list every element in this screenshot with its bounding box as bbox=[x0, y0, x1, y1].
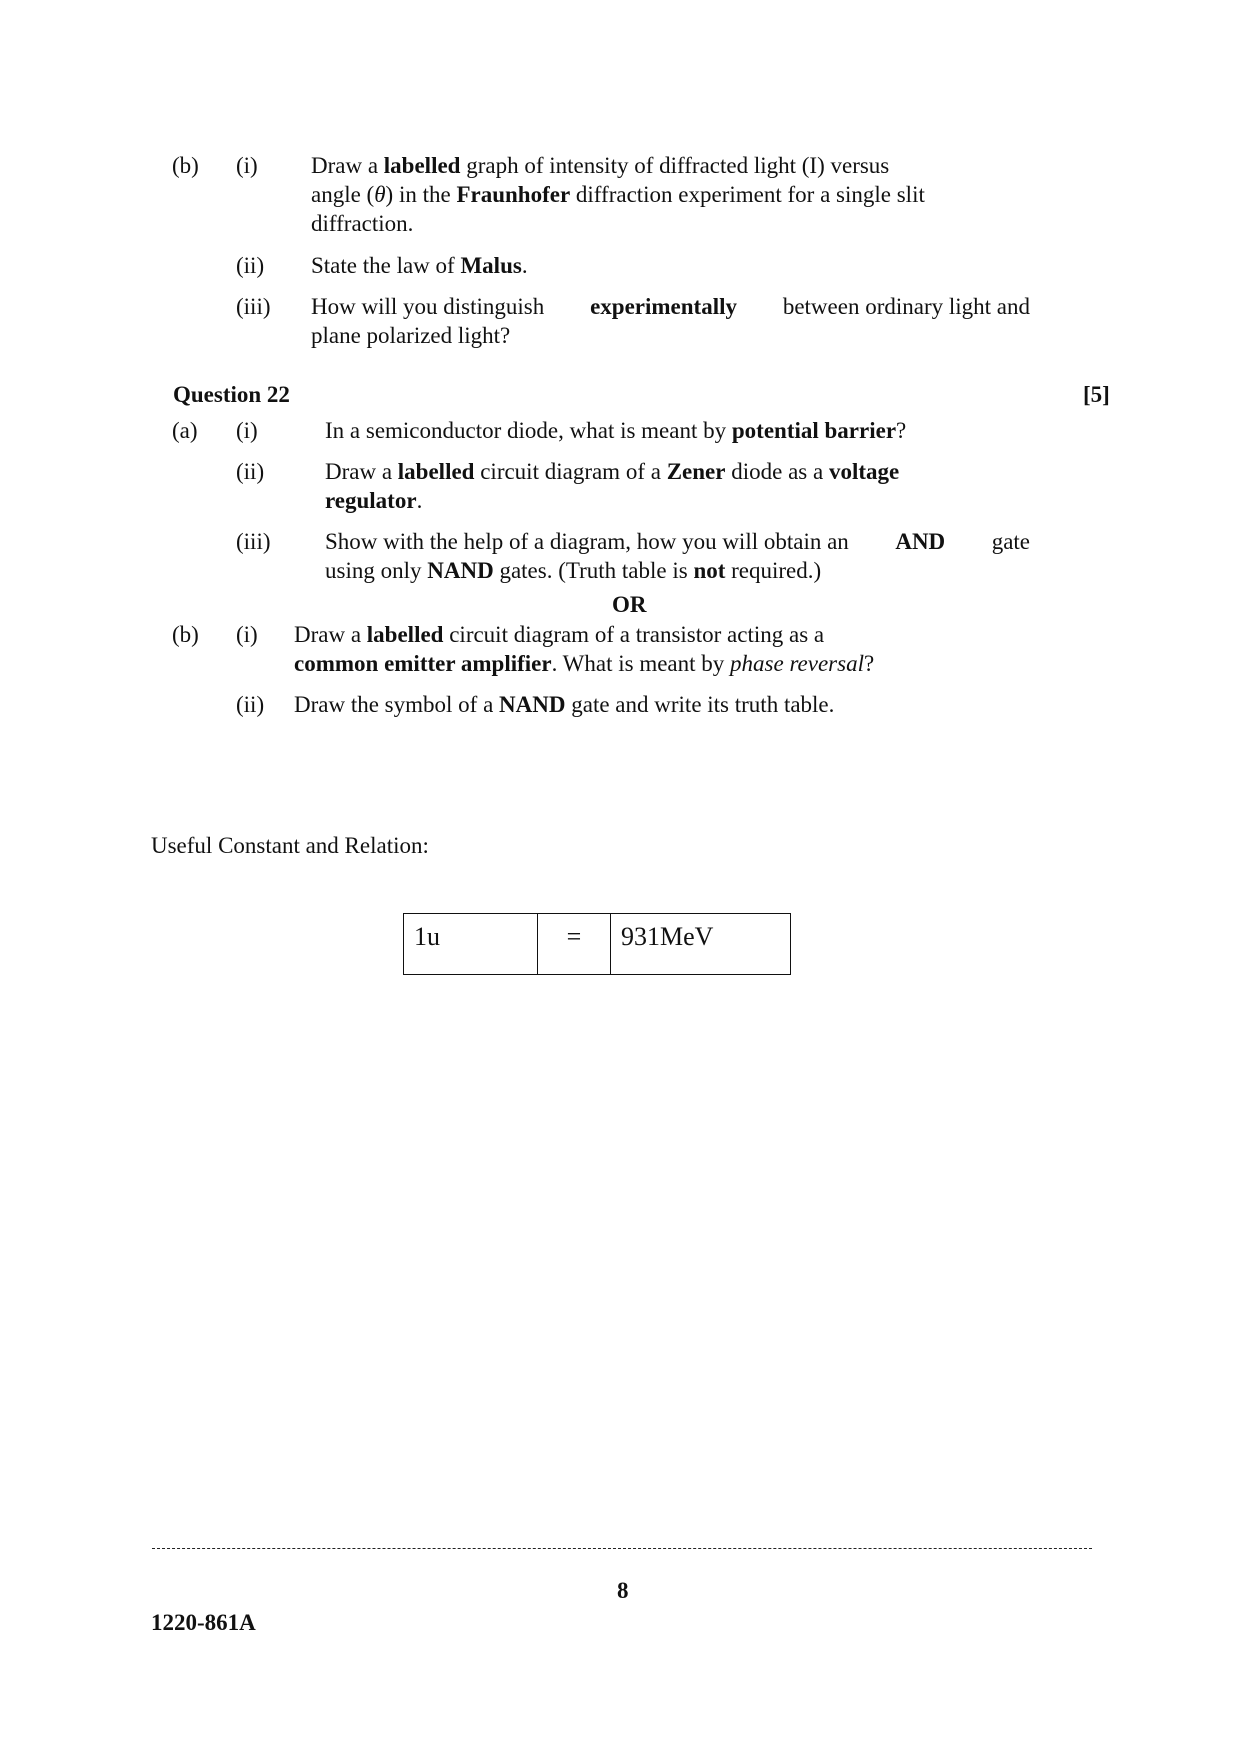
theta-symbol: θ bbox=[374, 182, 386, 207]
footer-divider bbox=[152, 1548, 1092, 1549]
question-title: Question 22 bbox=[173, 382, 290, 407]
question-text: Draw a labelled graph of intensity of diffracted light (I) versus bbox=[311, 153, 890, 178]
paper-code: 1220-861A bbox=[151, 1610, 256, 1635]
table-cell: 1u bbox=[404, 914, 538, 975]
question-text: regulator. bbox=[325, 488, 423, 513]
constants-heading: Useful Constant and Relation: bbox=[151, 833, 429, 858]
question-text: diffraction. bbox=[311, 211, 414, 236]
question-text: Show with the help of a diagram, how you will obtain an AND gate bbox=[325, 529, 1030, 554]
question-text: plane polarized light? bbox=[311, 323, 511, 348]
question-text: using only NAND gates. (Truth table is not required.) bbox=[325, 558, 822, 583]
part-label-b: (b) bbox=[172, 622, 199, 647]
table-cell: 931MeV bbox=[611, 914, 791, 975]
item-num: (iii) bbox=[236, 529, 271, 554]
item-num: (i) bbox=[236, 418, 258, 443]
constants-table bbox=[403, 913, 791, 975]
item-num: (ii) bbox=[236, 253, 265, 278]
part-label-b-prev: (b) bbox=[172, 153, 199, 178]
question-text: Draw the symbol of a NAND gate and write its truth table. bbox=[294, 692, 835, 717]
question-text: Draw a labelled circuit diagram of a transistor acting as a bbox=[294, 622, 825, 647]
page-number: 8 bbox=[617, 1578, 629, 1603]
question-text: angle (θ) in the Fraunhofer diffraction experiment for a single slit bbox=[311, 182, 925, 207]
part-label-a: (a) bbox=[172, 418, 198, 443]
item-num: (iii) bbox=[236, 294, 271, 319]
table-row bbox=[404, 914, 791, 975]
item-num: (i) bbox=[236, 622, 258, 647]
item-num: (ii) bbox=[236, 459, 265, 484]
question-text: How will you distinguish experimentally between ordinary light and bbox=[311, 294, 1030, 319]
item-num: (i) bbox=[236, 153, 258, 178]
table-cell: = bbox=[538, 914, 611, 975]
or-separator: OR bbox=[612, 592, 647, 617]
question-marks: [5] bbox=[1083, 382, 1110, 407]
question-text: Draw a labelled circuit diagram of a Zener diode as a voltage bbox=[325, 459, 900, 484]
item-num: (ii) bbox=[236, 692, 265, 717]
question-text: In a semiconductor diode, what is meant by potential barrier? bbox=[325, 418, 907, 443]
question-text: State the law of Malus. bbox=[311, 253, 528, 278]
question-text: common emitter amplifier. What is meant by phase reversal? bbox=[294, 651, 875, 676]
